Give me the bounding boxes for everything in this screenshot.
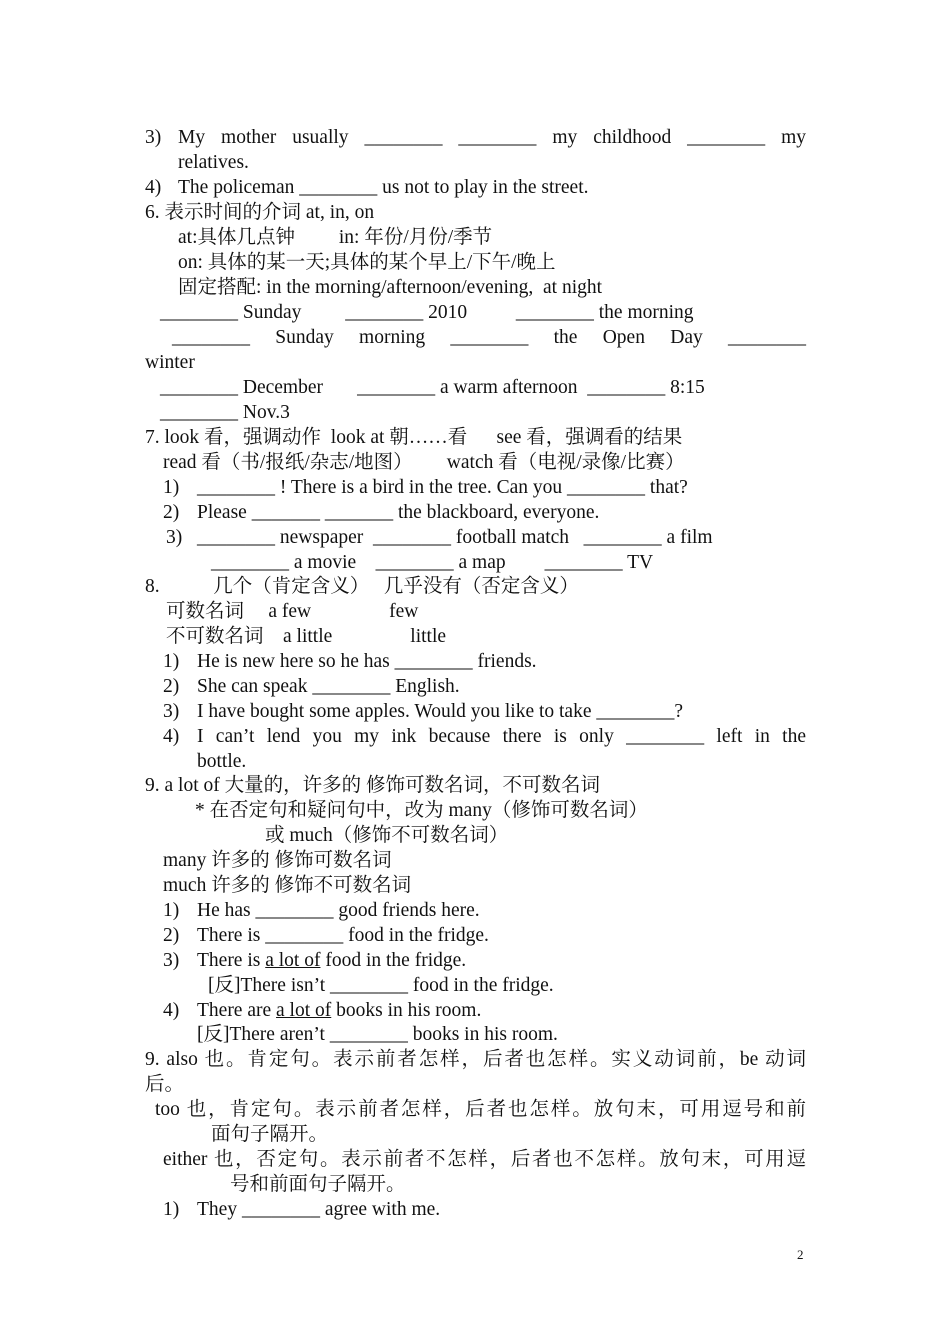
text-line: too 也，肯定句。表示前者怎样，后者也怎样。放句末，可用逗号和前: [155, 1099, 806, 1120]
item-number: 3): [163, 950, 180, 971]
exercise-line: [197, 948, 466, 973]
text-line: 不可数名词 a little little: [166, 626, 447, 647]
item-number: 1): [163, 651, 180, 672]
underlined-phrase: a lot of: [276, 1000, 332, 1021]
item-number: 4): [145, 177, 162, 198]
text-line: on: 具体的某一天;具体的某个早上/下午/晚上: [178, 252, 556, 273]
text-line: read 看（书/报纸/杂志/地图） watch 看（电视/录像/比赛）: [163, 452, 685, 473]
item-number: 1): [163, 477, 180, 498]
text-line: 后。: [145, 1074, 185, 1095]
exercise-line: bottle.: [197, 751, 247, 772]
item-number: 4): [163, 1000, 180, 1021]
text-line: * 在否定句和疑问句中，改为 many（修饰可数名词）: [195, 800, 648, 821]
item-number: 1): [163, 1199, 180, 1220]
item-number: 4): [163, 726, 180, 747]
text-line: either 也，否定句。表示前者不怎样，后者也不怎样。放句末，可用逗: [163, 1149, 806, 1170]
text-line: 可数名词 a few few: [166, 601, 419, 622]
exercise-line: winter: [145, 352, 195, 373]
exercise-line: He has ________ good friends here.: [197, 900, 480, 921]
exercise-line: The policeman ________ us not to play in the street.: [178, 177, 589, 198]
exercise-line: There is ________ food in the fridge.: [197, 925, 489, 946]
exercise-line: ________ ! There is a bird in the tree. Can you ________ that?: [197, 477, 688, 498]
exercise-line: ________ a movie ________ a map ________ TV: [211, 552, 654, 573]
text-line: much 许多的 修饰不可数名词: [163, 875, 412, 896]
item-number: 3): [166, 527, 183, 548]
item-number: 2): [163, 925, 180, 946]
section-heading: 8. 几个（肯定含义） 几乎没有（否定含义）: [145, 576, 579, 597]
exercise-line: ________ Sunday morning ________ the Open Day ________: [172, 327, 806, 348]
section-heading: 9. also 也。肯定句。表示前者怎样，后者也怎样。实义动词前，be 动词: [145, 1049, 806, 1070]
text-line: at:具体几点钟 in: 年份/月份/季节: [178, 227, 493, 248]
item-number: 2): [163, 502, 180, 523]
item-number: 3): [163, 701, 180, 722]
section-heading: 9. a lot of 大量的，许多的 修饰可数名词，不可数名词: [145, 775, 600, 796]
text-run: food in the fridge.: [320, 950, 467, 971]
exercise-line: My mother usually ________ ________ my childhood ________ my: [178, 127, 806, 148]
exercise-line: [反]There aren’t ________ books in his room.: [197, 1024, 558, 1045]
exercise-line: They ________ agree with me.: [197, 1199, 441, 1220]
text-run: There are: [197, 1000, 277, 1021]
exercise-line: ________ December ________ a warm afternoon ________ 8:15: [160, 377, 705, 398]
item-number: 2): [163, 676, 180, 697]
text-run: There is: [197, 950, 266, 971]
exercise-line: relatives.: [178, 152, 249, 173]
text-line: 固定搭配: in the morning/afternoon/evening, at night: [178, 277, 603, 298]
exercise-line: ________ Sunday ________ 2010 ________ the morning: [160, 302, 694, 323]
text-line: 号和前面句子隔开。: [230, 1174, 406, 1195]
underlined-phrase: a lot of: [265, 950, 321, 971]
text-run: books in his room.: [331, 1000, 482, 1021]
text-line: many 许多的 修饰可数名词: [163, 850, 392, 871]
exercise-line: ________ newspaper ________ football match ________ a film: [197, 527, 713, 548]
section-heading: 7. look 看，强调动作 look at 朝……看 see 看，强调看的结果: [145, 427, 683, 448]
exercise-line: ________ Nov.3: [160, 402, 290, 423]
section-heading: 6. 表示时间的介词 at, in, on: [145, 202, 375, 223]
exercise-line: [197, 998, 481, 1023]
page-number: 2: [797, 1247, 804, 1262]
exercise-line: [反]There isn’t ________ food in the fridge.: [208, 975, 554, 996]
exercise-line: She can speak ________ English.: [197, 676, 460, 697]
text-line: 面句子隔开。: [211, 1124, 329, 1145]
exercise-line: He is new here so he has ________ friends.: [197, 651, 537, 672]
item-number: 3): [145, 127, 162, 148]
text-line: 或 much（修饰不可数名词）: [265, 825, 509, 846]
exercise-line: I have bought some apples. Would you like to take ________?: [197, 701, 684, 722]
item-number: 1): [163, 900, 180, 921]
exercise-line: Please _______ _______ the blackboard, everyone.: [197, 502, 600, 523]
exercise-line: I can’t lend you my ink because there is only ________ left in the: [197, 726, 806, 747]
